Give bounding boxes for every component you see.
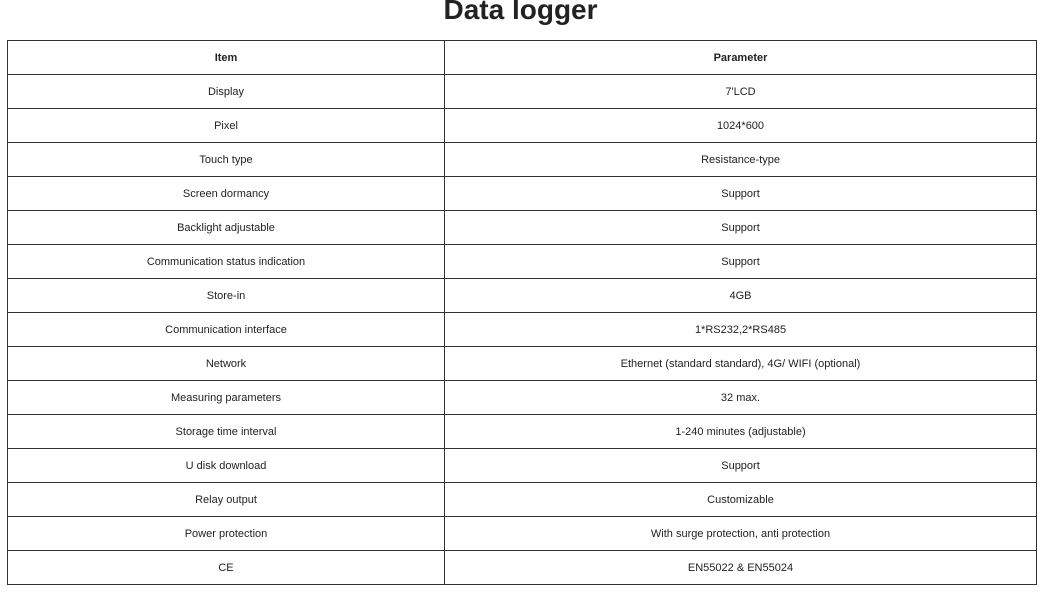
table-row: [8, 245, 1037, 279]
parameter-cell: 7'LCD: [445, 75, 1037, 109]
parameter-cell: 1-240 minutes (adjustable): [445, 415, 1037, 449]
column-header-parameter: Parameter: [445, 41, 1037, 75]
table-row: [8, 415, 1037, 449]
column-header-item: Item: [8, 41, 445, 75]
parameter-cell: 32 max.: [445, 381, 1037, 415]
table-row: [8, 211, 1037, 245]
parameter-cell: Customizable: [445, 483, 1037, 517]
table-row: [8, 551, 1037, 585]
item-cell: Communication interface: [8, 313, 445, 347]
item-cell: Store-in: [8, 279, 445, 313]
table-row: [8, 279, 1037, 313]
item-cell: U disk download: [8, 449, 445, 483]
item-cell: Pixel: [8, 109, 445, 143]
table-row: [8, 517, 1037, 551]
parameter-cell: 4GB: [445, 279, 1037, 313]
parameter-cell: Support: [445, 449, 1037, 483]
item-cell: Touch type: [8, 143, 445, 177]
table-row: [8, 75, 1037, 109]
table-row: [8, 143, 1037, 177]
table-header-row: [8, 41, 1037, 75]
item-cell: Relay output: [8, 483, 445, 517]
parameter-cell: With surge protection, anti protection: [445, 517, 1037, 551]
parameter-cell: Support: [445, 177, 1037, 211]
item-cell: Measuring parameters: [8, 381, 445, 415]
table-row: [8, 177, 1037, 211]
parameter-cell: Support: [445, 211, 1037, 245]
table-row: [8, 109, 1037, 143]
parameter-cell: Resistance-type: [445, 143, 1037, 177]
item-cell: Communication status indication: [8, 245, 445, 279]
table-row: [8, 381, 1037, 415]
table-row: [8, 483, 1037, 517]
table-row: [8, 449, 1037, 483]
item-cell: Backlight adjustable: [8, 211, 445, 245]
item-cell: CE: [8, 551, 445, 585]
item-cell: Screen dormancy: [8, 177, 445, 211]
parameter-cell: Support: [445, 245, 1037, 279]
page-title: Data logger: [443, 0, 598, 25]
parameter-cell: EN55022 & EN55024: [445, 551, 1037, 585]
table-row: [8, 347, 1037, 381]
spec-table: [7, 40, 1037, 585]
item-cell: Storage time interval: [8, 415, 445, 449]
item-cell: Network: [8, 347, 445, 381]
parameter-cell: Ethernet (standard standard), 4G/ WIFI (optional): [445, 347, 1037, 381]
item-cell: Display: [8, 75, 445, 109]
table-row: [8, 313, 1037, 347]
parameter-cell: 1024*600: [445, 109, 1037, 143]
parameter-cell: 1*RS232,2*RS485: [445, 313, 1037, 347]
item-cell: Power protection: [8, 517, 445, 551]
